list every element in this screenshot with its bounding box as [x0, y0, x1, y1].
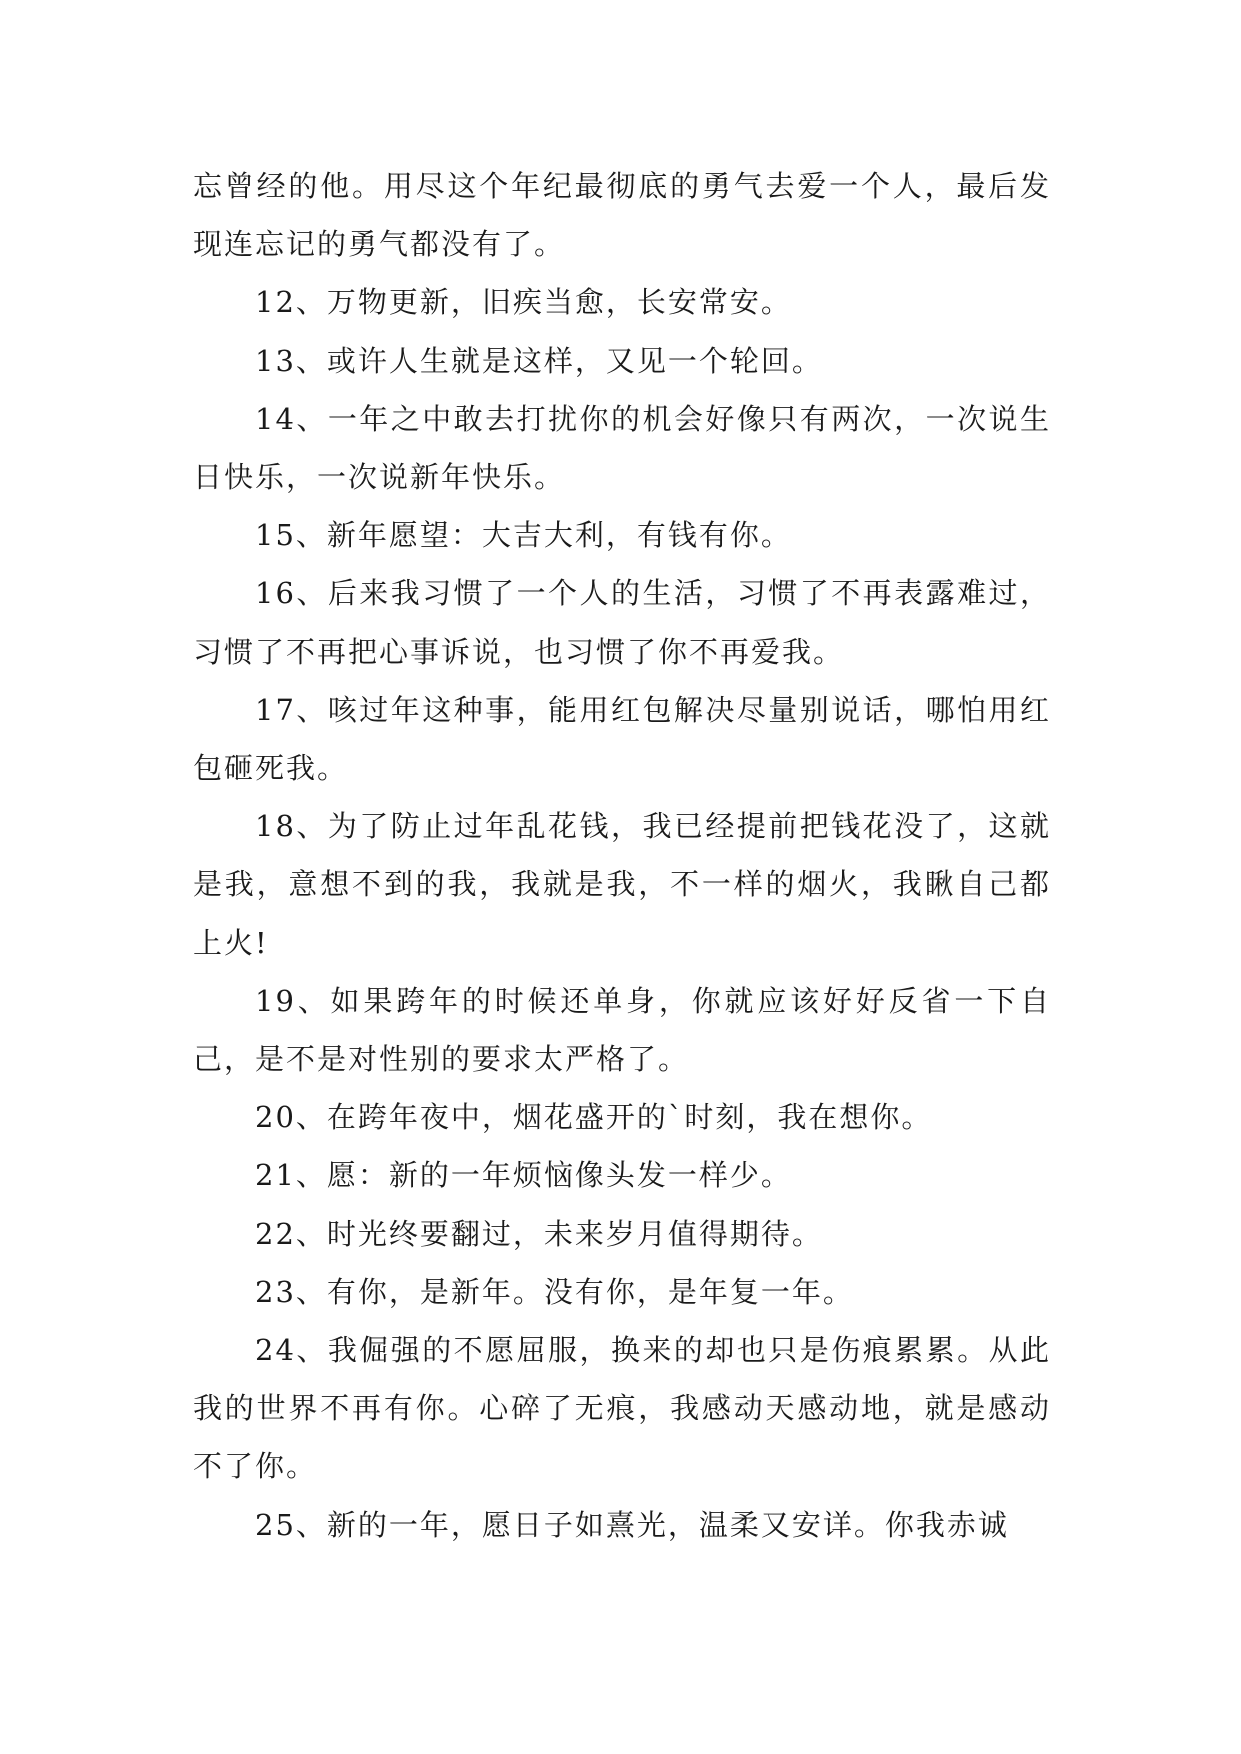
paragraph-item-21: 21、愿：新的一年烦恼像头发一样少。 — [255, 1158, 792, 1193]
paragraph-item-17: 17、咳过年这种事，能用红包解决尽量别说话，哪怕用红包砸死我。 — [193, 692, 1051, 786]
paragraph-item-15: 15、新年愿望：大吉大利，有钱有你。 — [255, 518, 792, 553]
paragraph-item-23: 23、有你，是新年。没有你，是年复一年。 — [255, 1274, 854, 1309]
paragraph-item-22: 22、时光终要翻过，未来岁月值得期待。 — [255, 1216, 823, 1251]
paragraph-item-19: 19、如果跨年的时候还单身，你就应该好好反省一下自己，是不是对性别的要求太严格了。 — [193, 983, 1051, 1077]
paragraph-item-12: 12、万物更新，旧疾当愈，长安常安。 — [255, 285, 792, 320]
paragraph-item-14: 14、一年之中敢去打扰你的机会好像只有两次，一次说生日快乐，一次说新年快乐。 — [193, 401, 1051, 495]
paragraph-item-20: 20、在跨年夜中，烟花盛开的`时刻，我在想你。 — [255, 1100, 933, 1135]
paragraph-item-18: 18、为了防止过年乱花钱，我已经提前把钱花没了，这就是我，意想不到的我，我就是我，不一样的烟火，我瞅自己都上火! — [193, 809, 1051, 960]
paragraph-item-24: 24、我倔强的不愿屈服，换来的却也只是伤痕累累。从此我的世界不再有你。心碎了无痕，我感动天感动地，就是感动不了你。 — [193, 1333, 1051, 1484]
paragraph-item-25: 25、新的一年，愿日子如熹光，温柔又安详。你我赤诚 — [255, 1507, 1009, 1542]
paragraph-continuation: 忘曾经的他。用尽这个年纪最彻底的勇气去爱一个人，最后发现连忘记的勇气都没有了。 — [193, 169, 1051, 262]
paragraph-item-13: 13、或许人生就是这样，又见一个轮回。 — [255, 343, 823, 378]
paragraph-item-16: 16、后来我习惯了一个人的生活，习惯了不再表露难过，习惯了不再把心事诉说，也习惯了你不再爱我。 — [193, 576, 1051, 669]
document-page — [193, 157, 1051, 1554]
